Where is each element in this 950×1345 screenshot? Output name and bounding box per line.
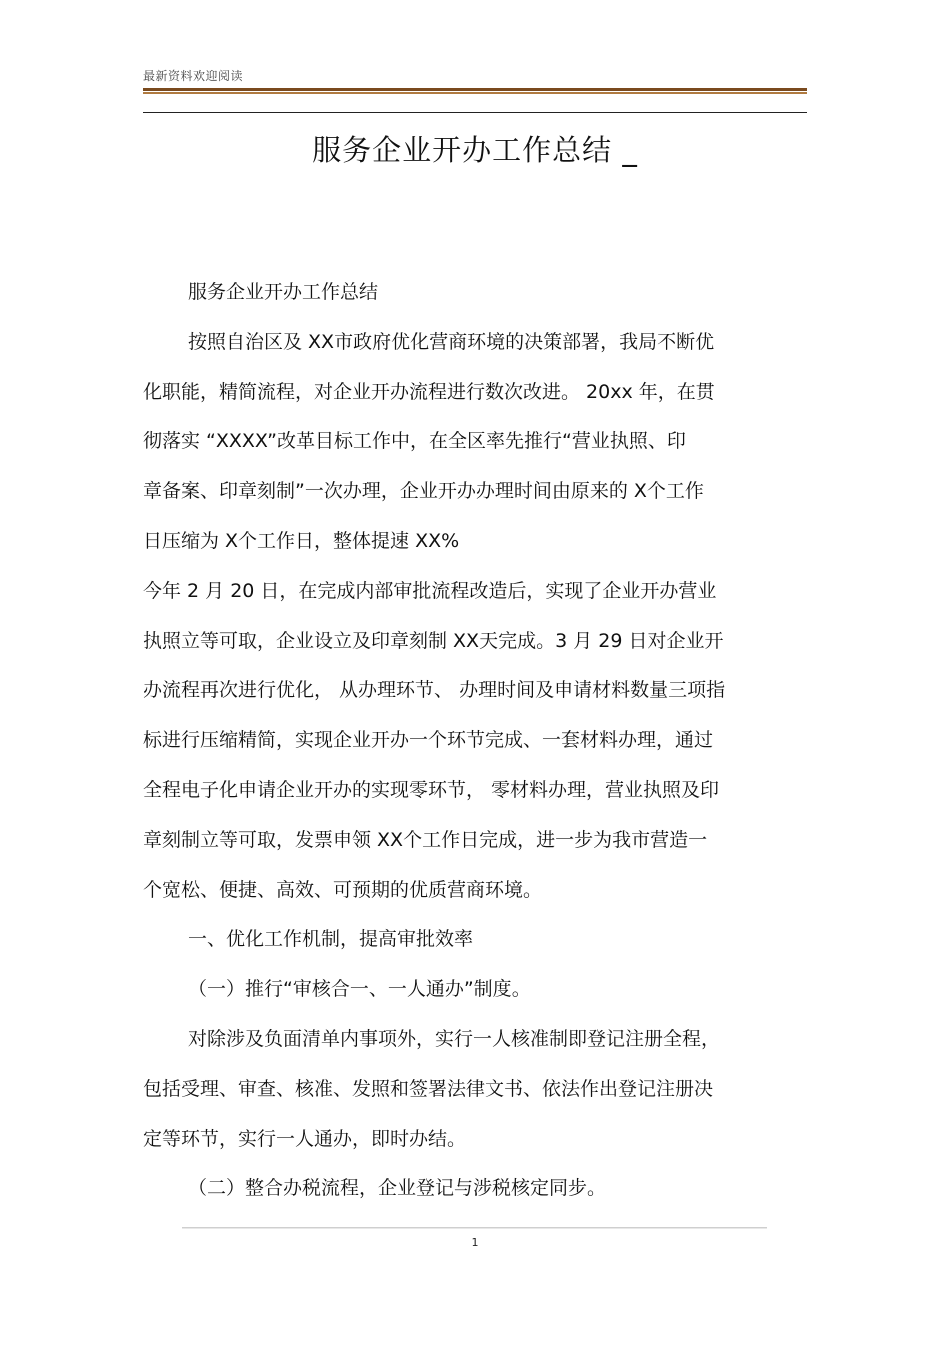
body-line-subtitle: 服务企业开办工作总结 — [188, 281, 379, 303]
page-number: 1 — [471, 1236, 479, 1249]
body-line: 对除涉及负面清单内事项外，实行一人核准制即登记注册全程， — [188, 1027, 721, 1050]
body-line: 定等环节，实行一人通办，即时办结。 — [143, 1127, 467, 1150]
body-line: 章刻制立等可取，发票申领 XX个工作日完成，进一步为我市营造一 — [143, 828, 708, 851]
subsection-heading: （二）整合办税流程，企业登记与涉税核定同步。 — [188, 1177, 607, 1200]
document-body — [143, 268, 807, 1214]
body-line: 按照自治区及 XX市政府优化营商环境的决策部署，我局不断优 — [188, 330, 715, 353]
footer-rule — [182, 1227, 767, 1229]
body-line: 执照立等可取，企业设立及印章刻制 XX天完成。3 月 29 日对企业开 — [143, 629, 724, 652]
body-line: 彻落实 “XXXX”改革目标工作中，在全区率先推行“营业执照、印 — [143, 430, 686, 453]
body-line: 包括受理、审查、核准、发照和签署法律文书、依法作出登记注册决 — [143, 1077, 714, 1100]
body-line: 个宽松、便捷、高效、可预期的优质营商环境。 — [143, 878, 543, 901]
document-title: 服务企业开办工作总结 _ — [312, 133, 638, 167]
subsection-heading: （一）推行“审核合一、一人通办”制度。 — [188, 978, 531, 1001]
body-line: 今年 2 月 20 日，在完成内部审批流程改造后，实现了企业开办营业 — [143, 579, 717, 602]
body-line: 日压缩为 X个工作日，整体提速 XX% — [143, 529, 460, 552]
header-thin-rule — [143, 112, 807, 113]
body-line: 章备案、印章刻制”一次办理，企业开办办理时间由原来的 X个工作 — [143, 480, 704, 503]
header-double-rule — [143, 88, 807, 94]
body-line: 全程电子化申请企业开办的实现零环节， 零材料办理，营业执照及印 — [143, 778, 720, 801]
section-heading: 一、优化工作机制，提高审批效率 — [188, 928, 474, 951]
body-line: 化职能，精简流程，对企业开办流程进行数次改进。 20xx 年，在贯 — [143, 380, 715, 403]
body-line: 标进行压缩精简，实现企业开办一个环节完成、一套材料办理，通过 — [143, 729, 714, 752]
header-note: 最新资料欢迎阅读 — [143, 69, 244, 83]
body-line: 办流程再次进行优化， 从办理环节、 办理时间及申请材料数量三项指 — [143, 679, 726, 702]
